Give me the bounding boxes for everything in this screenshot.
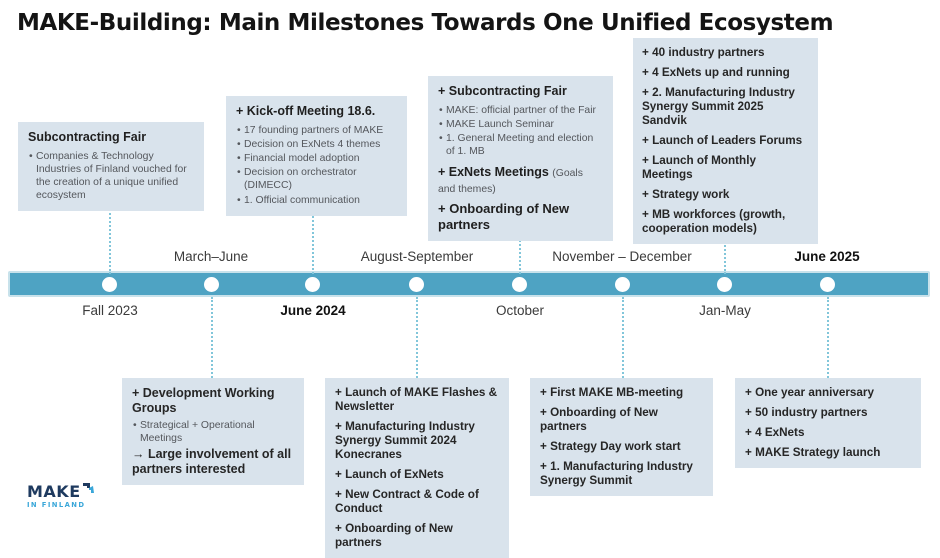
logo-wordmark: MAKE (27, 482, 81, 501)
milestone-line: + New Contract & Code of Conduct (335, 488, 479, 516)
timeline-marker (615, 277, 630, 292)
milestone-title: + Development Working Groups (132, 386, 275, 415)
connector-line (827, 297, 829, 378)
milestone-line: + 4 ExNets (745, 426, 805, 440)
milestone-bullet: • 1. General Meeting and election of 1. MB (438, 132, 603, 158)
milestone-line: + Launch of Monthly Meetings (642, 154, 756, 182)
milestone-line: + Manufacturing Industry Synergy Summit 2024 Konecranes (335, 420, 475, 462)
milestone-box-subcontracting-fair-2024 (428, 76, 613, 241)
timeline-label-june-2024: June 2024 (280, 303, 346, 318)
milestone-box-june-2024-launches (325, 378, 509, 558)
milestone-line: + Strategy work (642, 188, 730, 202)
connector-line (622, 297, 624, 378)
timeline-label-march-june: March–June (173, 249, 249, 264)
milestone-bullet: • Decision on orchestrator (DIMECC) (236, 166, 397, 192)
milestone-bullet: • MAKE: official partner of the Fair (438, 104, 603, 117)
timeline-label-october: October (495, 303, 545, 318)
page-title: MAKE-Building: Main Milestones Towards One Unified Ecosystem (17, 10, 834, 36)
milestone-box-november-december (530, 378, 713, 496)
milestone-bullet: • Companies & Technology Industries of Finland vouched for the creation of a unique unified ecosystem (28, 150, 194, 203)
milestone-box-kickoff-meeting (226, 96, 407, 216)
timeline-marker (305, 277, 320, 292)
milestone-line: + MAKE Strategy launch (745, 446, 881, 460)
timeline-label-fall-2023: Fall 2023 (82, 303, 138, 318)
milestone-line: + 2. Manufacturing Industry Synergy Summit 2025 Sandvik (642, 86, 795, 128)
milestone-bullet: • Decision on ExNets 4 themes (236, 138, 397, 151)
milestone-line: + 4 ExNets up and running (642, 66, 790, 80)
milestone-bullet: • MAKE Launch Seminar (438, 118, 603, 131)
timeline-marker (102, 277, 117, 292)
milestone-title: Subcontracting Fair (28, 130, 147, 144)
milestone-line: + Onboarding of New partners (540, 406, 658, 434)
timeline-label-june-2025: June 2025 (794, 249, 860, 264)
logo-tagline: IN FINLAND (27, 501, 86, 509)
timeline-marker (409, 277, 424, 292)
timeline-marker (717, 277, 732, 292)
milestone-line: + Launch of ExNets (335, 468, 444, 482)
milestone-line: + MB workforces (growth, cooperation models) (642, 208, 786, 236)
milestone-box-jan-may-2025 (633, 38, 818, 244)
timeline-marker (204, 277, 219, 292)
logo-boomerang-icon (82, 482, 95, 500)
connector-line (211, 297, 213, 378)
milestone-box-subcontracting-fair-2023 (18, 122, 204, 211)
milestone-bullet: • 17 founding partners of MAKE (236, 124, 397, 137)
milestone-line: + First MAKE MB-meeting (540, 386, 684, 399)
milestone-bullet: • Strategical + Operational Meetings (132, 419, 294, 445)
timeline-marker (512, 277, 527, 292)
milestone-line: + 1. Manufacturing Industry Synergy Summit (540, 460, 693, 488)
milestone-title: + Subcontracting Fair (438, 84, 567, 98)
milestone-subtitle (438, 165, 603, 196)
milestone-line: + Launch of Leaders Forums (642, 134, 803, 148)
milestone-title: + Kick-off Meeting 18.6. (236, 104, 376, 118)
milestone-bullet: • Financial model adoption (236, 152, 397, 165)
milestone-subtitle-note: (Goals and themes) (438, 168, 583, 196)
timeline-bar (8, 271, 930, 297)
timeline-label-november-december: November – December (552, 249, 692, 264)
timeline-label-jan-may: Jan-May (699, 303, 751, 318)
milestone-line: + 50 industry partners (745, 406, 868, 420)
milestone-line: + 40 industry partners (642, 46, 765, 59)
milestone-line: + Launch of MAKE Flashes & Newsletter (335, 386, 498, 414)
milestone-line: + One year anniversary (745, 386, 874, 399)
milestone-line: + Strategy Day work start (540, 440, 681, 454)
milestone-bullet: • 1. Official communication (236, 194, 397, 207)
timeline-label-august-september: August-September (360, 249, 474, 264)
milestone-line: + Onboarding of New partners (335, 522, 453, 550)
milestone-footer: + Onboarding of New partners (438, 200, 570, 232)
milestone-subtitle-text: + ExNets Meetings (438, 165, 549, 180)
connector-line (416, 297, 418, 378)
timeline-marker (820, 277, 835, 292)
milestone-arrow-line: → Large involvement of all partners interested (132, 447, 292, 477)
make-in-finland-logo (27, 484, 95, 509)
milestone-box-development-working-groups (122, 378, 304, 485)
milestone-box-june-2025-anniversary (735, 378, 921, 468)
